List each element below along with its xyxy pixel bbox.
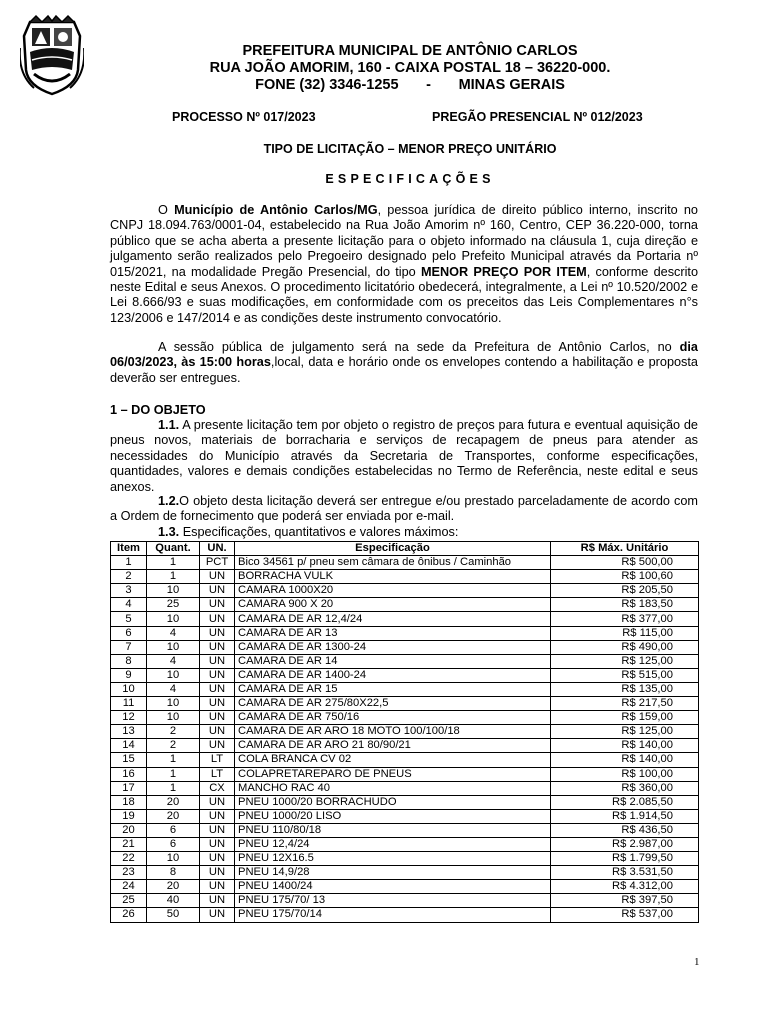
cell-quantity: 20 xyxy=(147,809,200,823)
cell-item: 3 xyxy=(111,584,147,598)
header-contact xyxy=(110,77,710,94)
intro-municipality: Município de Antônio Carlos/MG xyxy=(174,203,378,217)
clause-1-2-number: 1.2. xyxy=(158,494,180,508)
cell-specification: CAMARA 900 X 20 xyxy=(235,598,551,612)
cell-specification: PNEU 12,4/24 xyxy=(235,837,551,851)
section-specifications-title: ESPECIFICAÇÕES xyxy=(325,172,495,186)
cell-unit: UN xyxy=(200,598,235,612)
cell-specification: BORRACHA VULK xyxy=(235,570,551,584)
cell-max-price: R$ 100,60 xyxy=(551,570,699,584)
cell-max-price: R$ 115,00 xyxy=(551,626,699,640)
cell-item: 17 xyxy=(111,781,147,795)
cell-item: 16 xyxy=(111,767,147,781)
cell-specification: COLA BRANCA CV 02 xyxy=(235,753,551,767)
cell-unit: UN xyxy=(200,809,235,823)
cell-quantity: 25 xyxy=(147,598,200,612)
table-row xyxy=(111,795,699,809)
page-number: 1 xyxy=(694,956,700,968)
header-unit: UN. xyxy=(200,542,235,556)
table-row xyxy=(111,753,699,767)
cell-quantity: 2 xyxy=(147,739,200,753)
cell-unit: UN xyxy=(200,837,235,851)
intro-paragraph xyxy=(110,203,698,326)
table-row xyxy=(111,711,699,725)
process-line xyxy=(172,110,672,124)
cell-max-price: R$ 217,50 xyxy=(551,697,699,711)
cell-unit: UN xyxy=(200,711,235,725)
cell-max-price: R$ 125,00 xyxy=(551,725,699,739)
cell-item: 12 xyxy=(111,711,147,725)
header-address: RUA JOÃO AMORIM, 160 - CAIXA POSTAL 18 – 36220-000. xyxy=(209,60,611,76)
cell-item: 5 xyxy=(111,612,147,626)
table-row xyxy=(111,556,699,570)
cell-specification: CAMARA DE AR 275/80X22,5 xyxy=(235,697,551,711)
table-row xyxy=(111,880,699,894)
clause-1-3-number: 1.3. xyxy=(158,525,180,539)
cell-quantity: 50 xyxy=(147,908,200,922)
clause-1-3 xyxy=(110,525,698,540)
table-row xyxy=(111,739,699,753)
cell-quantity: 1 xyxy=(147,767,200,781)
bidding-type: TIPO DE LICITAÇÃO – MENOR PREÇO UNITÁRIO xyxy=(263,142,557,156)
table-row xyxy=(111,668,699,682)
cell-item: 7 xyxy=(111,640,147,654)
cell-specification: CAMARA 1000X20 xyxy=(235,584,551,598)
cell-quantity: 6 xyxy=(147,837,200,851)
cell-quantity: 1 xyxy=(147,556,200,570)
cell-specification: PNEU 1000/20 BORRACHUDO xyxy=(235,795,551,809)
cell-unit: UN xyxy=(200,640,235,654)
clause-1-1 xyxy=(110,418,698,495)
cell-quantity: 1 xyxy=(147,753,200,767)
cell-max-price: R$ 490,00 xyxy=(551,640,699,654)
cell-max-price: R$ 1.914,50 xyxy=(551,809,699,823)
cell-unit: CX xyxy=(200,781,235,795)
table-header-row xyxy=(111,542,699,556)
cell-unit: UN xyxy=(200,725,235,739)
header-separator: - xyxy=(426,77,431,93)
cell-quantity: 20 xyxy=(147,795,200,809)
cell-quantity: 10 xyxy=(147,640,200,654)
cell-unit: UN xyxy=(200,697,235,711)
cell-unit: LT xyxy=(200,767,235,781)
cell-quantity: 8 xyxy=(147,866,200,880)
cell-max-price: R$ 100,00 xyxy=(551,767,699,781)
cell-max-price: R$ 397,50 xyxy=(551,894,699,908)
cell-item: 14 xyxy=(111,739,147,753)
cell-max-price: R$ 1.799,50 xyxy=(551,852,699,866)
cell-max-price: R$ 377,00 xyxy=(551,612,699,626)
cell-unit: UN xyxy=(200,584,235,598)
table-row xyxy=(111,725,699,739)
cell-unit: UN xyxy=(200,739,235,753)
cell-quantity: 10 xyxy=(147,852,200,866)
cell-item: 24 xyxy=(111,880,147,894)
intro-text-c: , pessoa jurídica de direito público interno, inscrito no CNPJ 18.094.763/0001-04, estabelecido na Rua João Amorim nº 160, Centro, CEP 36.220-000, torna público que se acha aberta a presente licitação para o objeto informado na cláusula 1, cuja direção e julgamento serão realizados pelo Pregoeiro designado pelo Prefeito Municipal através da Portaria nº 015/2021, na modalidade Pregão Presencial, do tipo xyxy=(110,203,698,279)
cell-max-price: R$ 4.312,00 xyxy=(551,880,699,894)
table-row xyxy=(111,837,699,851)
cell-item: 20 xyxy=(111,823,147,837)
table-row xyxy=(111,852,699,866)
cell-unit: UN xyxy=(200,668,235,682)
cell-specification: CAMARA DE AR ARO 21 80/90/21 xyxy=(235,739,551,753)
cell-specification: CAMARA DE AR 1400-24 xyxy=(235,668,551,682)
cell-quantity: 10 xyxy=(147,612,200,626)
cell-max-price: R$ 2.085,50 xyxy=(551,795,699,809)
table-row xyxy=(111,626,699,640)
cell-max-price: R$ 140,00 xyxy=(551,753,699,767)
table-row xyxy=(111,866,699,880)
cell-max-price: R$ 537,00 xyxy=(551,908,699,922)
cell-max-price: R$ 360,00 xyxy=(551,781,699,795)
cell-specification: PNEU 1400/24 xyxy=(235,880,551,894)
session-date: dia 06/03/2023, às 15:00 horas xyxy=(110,340,698,370)
cell-unit: UN xyxy=(200,852,235,866)
cell-quantity: 10 xyxy=(147,668,200,682)
table-row xyxy=(111,584,699,598)
cell-quantity: 1 xyxy=(147,570,200,584)
table-row xyxy=(111,570,699,584)
cell-specification: CAMARA DE AR ARO 18 MOTO 100/100/18 xyxy=(235,725,551,739)
pregao-number: PREGÃO PRESENCIAL Nº 012/2023 xyxy=(432,110,643,124)
section-heading-object: 1 – DO OBJETO xyxy=(110,403,206,417)
intro-type: MENOR PREÇO POR ITEM xyxy=(420,264,587,279)
cell-max-price: R$ 436,50 xyxy=(551,823,699,837)
cell-unit: UN xyxy=(200,654,235,668)
municipal-crest-logo xyxy=(20,14,84,98)
header-state: MINAS GERAIS xyxy=(458,77,565,93)
cell-specification: PNEU 12X16.5 xyxy=(235,852,551,866)
header-quantity: Quant. xyxy=(147,542,200,556)
table-row xyxy=(111,612,699,626)
cell-item: 18 xyxy=(111,795,147,809)
cell-unit: UN xyxy=(200,570,235,584)
session-paragraph xyxy=(110,340,698,386)
session-text-c: ,local, data e horário onde os envelopes contendo a habilitação e proposta deverão ser entregues. xyxy=(110,355,698,385)
cell-max-price: R$ 140,00 xyxy=(551,739,699,753)
cell-item: 23 xyxy=(111,866,147,880)
cell-item: 26 xyxy=(111,908,147,922)
cell-specification: MANCHO RAC 40 xyxy=(235,781,551,795)
table-row xyxy=(111,682,699,696)
cell-specification: PNEU 110/80/18 xyxy=(235,823,551,837)
cell-specification: CAMARA DE AR 1300-24 xyxy=(235,640,551,654)
cell-item: 6 xyxy=(111,626,147,640)
cell-quantity: 1 xyxy=(147,781,200,795)
cell-unit: UN xyxy=(200,880,235,894)
cell-specification: COLAPRETAREPARO DE PNEUS xyxy=(235,767,551,781)
cell-max-price: R$ 515,00 xyxy=(551,668,699,682)
cell-unit: UN xyxy=(200,682,235,696)
clause-1-1-number: 1.1. xyxy=(158,418,180,432)
cell-quantity: 10 xyxy=(147,711,200,725)
cell-quantity: 20 xyxy=(147,880,200,894)
header-specification: Especificação xyxy=(235,542,551,556)
cell-item: 13 xyxy=(111,725,147,739)
cell-unit: UN xyxy=(200,866,235,880)
cell-quantity: 2 xyxy=(147,725,200,739)
cell-unit: UN xyxy=(200,823,235,837)
cell-item: 4 xyxy=(111,598,147,612)
clause-1-2-text: O objeto desta licitação deverá ser entregue e/ou prestado parceladamente de acordo com a Ordem de fornecimento que poderá ser enviada por e-mail. xyxy=(110,494,698,524)
intro-text-e: , conforme descrito neste Edital e seus Anexos. O procedimento licitatório obedecerá, integralmente, a Lei nº 10.520/2002 e Lei 8.666/93 e suas modificações, em conformidade com os preceitos das Leis Complementares n°s 123/2006 e 147/2014 e as condições deste instrumento convocatório. xyxy=(110,264,699,325)
cell-item: 25 xyxy=(111,894,147,908)
cell-max-price: R$ 2.987,00 xyxy=(551,837,699,851)
cell-max-price: R$ 205,50 xyxy=(551,584,699,598)
cell-max-price: R$ 500,00 xyxy=(551,556,699,570)
cell-item: 22 xyxy=(111,852,147,866)
cell-quantity: 4 xyxy=(147,654,200,668)
table-row xyxy=(111,640,699,654)
cell-quantity: 4 xyxy=(147,682,200,696)
cell-specification: PNEU 175/70/ 13 xyxy=(235,894,551,908)
cell-specification: CAMARA DE AR 12,4/24 xyxy=(235,612,551,626)
cell-quantity: 6 xyxy=(147,823,200,837)
cell-specification: PNEU 14,9/28 xyxy=(235,866,551,880)
cell-item: 21 xyxy=(111,837,147,851)
cell-max-price: R$ 135,00 xyxy=(551,682,699,696)
table-row xyxy=(111,767,699,781)
table-row xyxy=(111,908,699,922)
table-row xyxy=(111,697,699,711)
cell-specification: CAMARA DE AR 13 xyxy=(235,626,551,640)
cell-quantity: 10 xyxy=(147,584,200,598)
header-item: Item xyxy=(111,542,147,556)
cell-quantity: 40 xyxy=(147,894,200,908)
items-table xyxy=(110,541,699,923)
table-row xyxy=(111,823,699,837)
cell-item: 8 xyxy=(111,654,147,668)
header-title: PREFEITURA MUNICIPAL DE ANTÔNIO CARLOS xyxy=(242,43,578,59)
cell-item: 11 xyxy=(111,697,147,711)
header-max-price: R$ Máx. Unitário xyxy=(551,542,699,556)
cell-max-price: R$ 3.531,50 xyxy=(551,866,699,880)
cell-unit: PCT xyxy=(200,556,235,570)
table-row xyxy=(111,781,699,795)
cell-max-price: R$ 125,00 xyxy=(551,654,699,668)
cell-specification: CAMARA DE AR 750/16 xyxy=(235,711,551,725)
cell-specification: Bico 34561 p/ pneu sem câmara de ônibus / Caminhão xyxy=(235,556,551,570)
cell-quantity: 4 xyxy=(147,626,200,640)
cell-specification: PNEU 1000/20 LISO xyxy=(235,809,551,823)
table-row xyxy=(111,809,699,823)
clause-1-1-text: A presente licitação tem por objeto o registro de preços para futura e eventual aquisição de pneus novos, materiais de borracharia e serviços de recapagem de pneus para atender as necessidades do Município através da Secretaria de Transportes, conforme especificações, quantidades, valores e demais condições estabelecidas no Termo de Referência, neste edital e seus anexos. xyxy=(110,418,698,494)
cell-item: 2 xyxy=(111,570,147,584)
header-phone: FONE (32) 3346-1255 xyxy=(255,77,399,93)
cell-max-price: R$ 159,00 xyxy=(551,711,699,725)
cell-max-price: R$ 183,50 xyxy=(551,598,699,612)
session-text-a: A sessão pública de julgamento será na sede da Prefeitura de Antônio Carlos, no xyxy=(158,340,680,354)
process-number: PROCESSO Nº 017/2023 xyxy=(172,110,316,124)
cell-item: 10 xyxy=(111,682,147,696)
cell-unit: UN xyxy=(200,626,235,640)
clause-1-2 xyxy=(110,494,698,525)
intro-text-a: O xyxy=(158,203,175,217)
cell-specification: CAMARA DE AR 15 xyxy=(235,682,551,696)
cell-unit: UN xyxy=(200,908,235,922)
cell-unit: UN xyxy=(200,894,235,908)
cell-specification: PNEU 175/70/14 xyxy=(235,908,551,922)
cell-specification: CAMARA DE AR 14 xyxy=(235,654,551,668)
table-row xyxy=(111,598,699,612)
cell-item: 1 xyxy=(111,556,147,570)
cell-item: 19 xyxy=(111,809,147,823)
cell-item: 9 xyxy=(111,668,147,682)
table-row xyxy=(111,894,699,908)
table-row xyxy=(111,654,699,668)
cell-quantity: 10 xyxy=(147,697,200,711)
cell-unit: LT xyxy=(200,753,235,767)
cell-unit: UN xyxy=(200,795,235,809)
cell-item: 15 xyxy=(111,753,147,767)
clause-1-3-text: Especificações, quantitativos e valores máximos: xyxy=(179,525,459,539)
cell-unit: UN xyxy=(200,612,235,626)
